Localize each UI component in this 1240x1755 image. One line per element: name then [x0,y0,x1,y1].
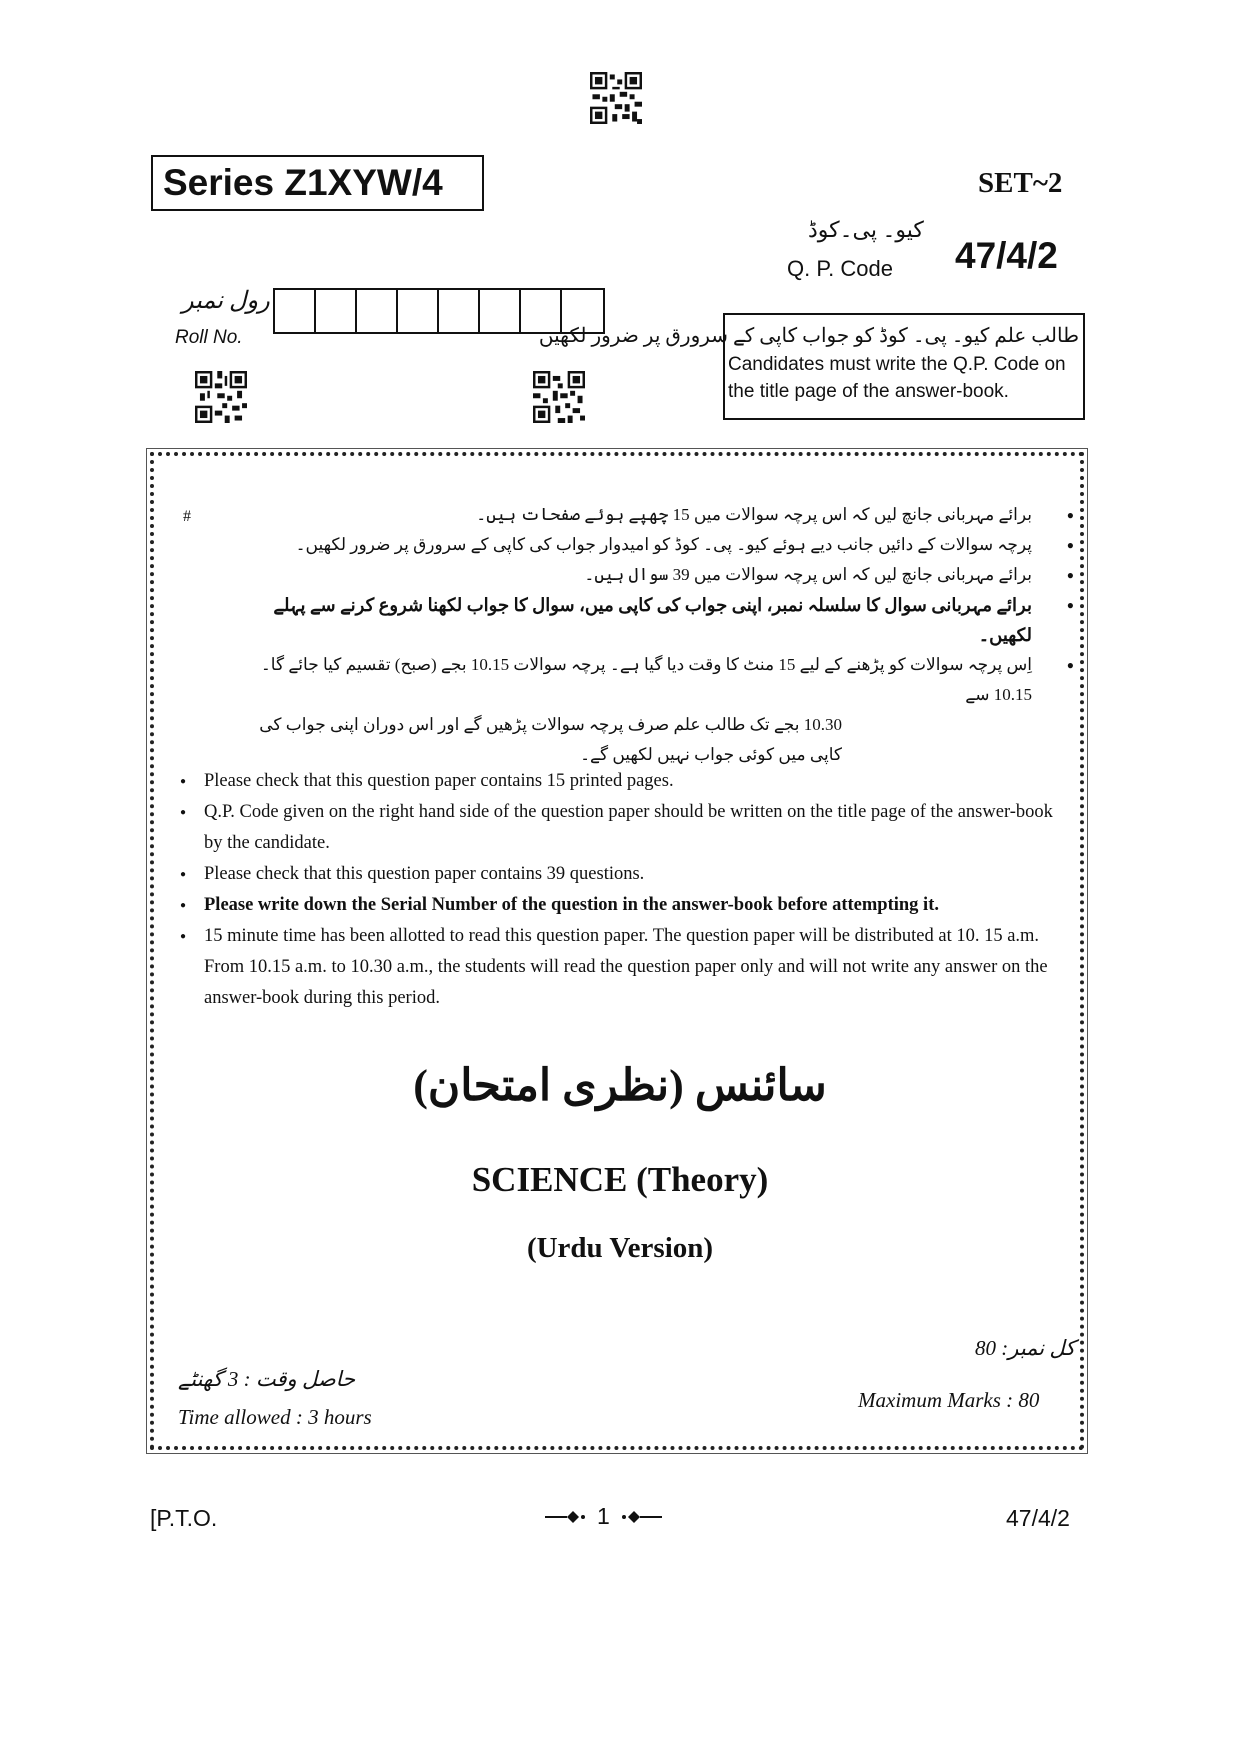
urdu-instructions-list [230,500,1070,770]
urdu-instruction-item [230,650,1042,770]
qp-code-label: Q. P. Code [787,256,893,281]
qr-code-top [590,72,642,124]
footer-pto: [P.T.O. [150,1505,218,1531]
english-instructions-list [180,766,1060,1014]
urdu-instruction-item: ● پرچہ سوالات کے دائیں جانب دیے ہوئے کیو۔ پی۔ کوڈ کو امیدوار جواب کی کاپی کے سرورق پر ضرور لکھیں۔ [230,530,1042,560]
candidate-note-urdu: طالب علم کیو۔ پی۔ کوڈ کو جواب کاپی کے سرورق پر ضرور لکھیں [538,325,1079,347]
english-instruction-item: ● Q.P. Code given on the right hand side of the question paper should be written on the title page of the answer-book by the candidate. [180,797,1060,859]
roll-number-cell[interactable] [439,290,480,332]
candidate-note-english: Candidates must write the Q.P. Code on the title page of the answer-book. [728,354,1066,402]
footer-qp-code: 47/4/2 [1006,1505,1070,1531]
maximum-marks: Maximum Marks : 80 [858,1388,1040,1412]
series-label: Series Z1XYW/4 [151,155,484,211]
page-number: 1 [597,1503,610,1529]
ornament-right-icon [622,1507,662,1527]
subject-title-urdu: سائنس (نظری امتحان) [413,1061,827,1110]
candidate-note-box [538,313,1085,420]
urdu-instruction-line: اِس پرچہ سوالات کو پڑھنے کے لیے 15 منٹ کا وقت دیا گیا ہے۔ پرچہ سوالات 10.15 بجے (صبح) تقسیم کیا جائے گا۔ 10.15 سے [260,655,1032,704]
subject-title: SCIENCE (Theory) [471,1160,769,1199]
english-instruction-item: ● Please write down the Serial Number of the question in the answer-book before attempting it. [180,890,1060,921]
english-instruction-item: ● Please check that this question paper contains 15 printed pages. [180,766,1060,797]
roll-number-label: Roll No. [175,327,243,348]
roll-number-cell[interactable] [357,290,398,332]
english-instruction-item: ● Please check that this question paper contains 39 questions. [180,859,1060,890]
time-allowed: Time allowed : 3 hours [178,1405,372,1429]
ornament-left-icon [545,1507,585,1527]
roll-number-cell[interactable] [316,290,357,332]
urdu-instruction-item: ● برائے مہربانی سوال کا سلسلہ نمبر، اپنی جواب کی کاپی میں، سوال کا جواب لکھنا شروع کرنے سے پہلے لکھیں۔ [230,590,1042,650]
english-instruction-item: ● 15 minute time has been allotted to read this question paper. The question paper will be distributed at 10. 15 a.m. From 10.15 a.m. to 10.30 a.m., the students will read the question paper only and will not write any answer on the answer-book during this period. [180,921,1060,1014]
hash-mark: # [183,508,191,525]
version-label: (Urdu Version) [526,1232,714,1264]
set-label: SET~2 [978,167,1063,199]
urdu-instruction-item: ● برائے مہربانی جانچ لیں کہ اس پرچہ سوالات میں 15 چھپے ہوئے صفحات ہیں۔ [230,500,1042,530]
time-allowed-urdu: حاصل وقت : 3 گھنٹے [178,1367,356,1391]
footer-page-number-group [545,1503,662,1530]
roll-number-cell[interactable] [275,290,316,332]
roll-number-urdu-label: رول نمبر [182,288,270,314]
urdu-instruction-continuation: 10.30 بجے تک طالب علم صرف پرچہ سوالات پڑھیں گے اور اس دوران اپنی جواب کی کاپی میں کوئی جواب نہیں لکھیں گے۔ [259,715,842,764]
roll-number-cell[interactable] [480,290,521,332]
qp-code-value: 47/4/2 [955,235,1058,276]
qp-code-urdu-label: کیو۔ پی۔کوڈ [808,217,924,242]
urdu-instruction-item: ● برائے مہربانی جانچ لیں کہ اس پرچہ سوالات میں 39 سوال ہیں۔ [230,560,1042,590]
maximum-marks-urdu: کل نمبر: 80 [975,1336,1076,1360]
qr-code-left [195,371,247,423]
roll-number-cell[interactable] [398,290,439,332]
qr-code-middle [533,371,585,423]
